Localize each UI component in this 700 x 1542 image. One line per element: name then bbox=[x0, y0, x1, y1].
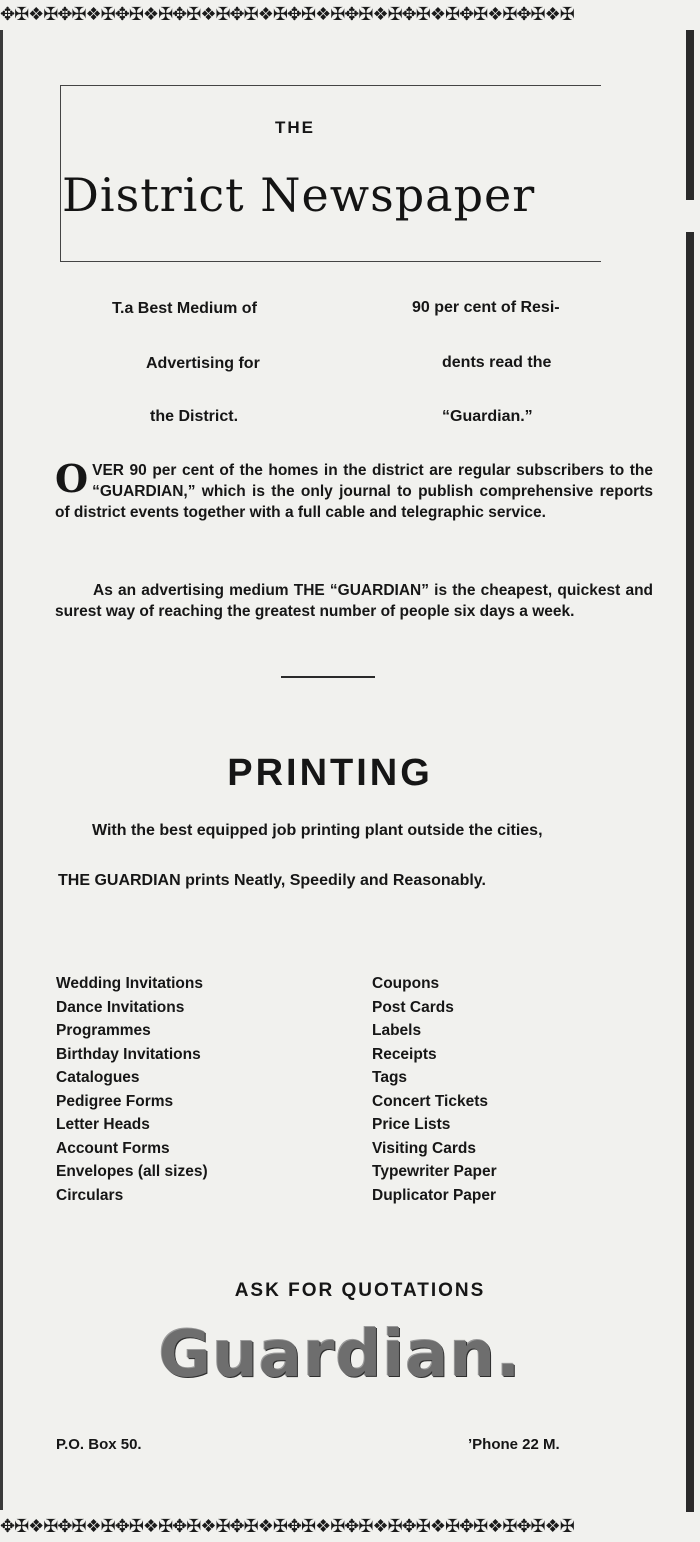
list-item: Birthday Invitations bbox=[56, 1045, 201, 1063]
list-item: Account Forms bbox=[56, 1139, 170, 1157]
left-column-line-1: T.a Best Medium of bbox=[112, 300, 257, 317]
list-item: Price Lists bbox=[372, 1116, 451, 1133]
right-column-line-1: 90 per cent of Resi- bbox=[412, 299, 560, 316]
top-ornament-border: ✥✠❖✠✥✠❖✠✥✠❖✠✥✠❖✠✥✠❖✠✥✠❖✠✥✠❖✠✥✠❖✠✥✠❖✠✥✠❖✠ bbox=[0, 4, 574, 25]
list-item: Coupons bbox=[372, 975, 440, 992]
right-rule-lower bbox=[686, 232, 694, 1512]
po-box: P.O. Box 50. bbox=[56, 1436, 142, 1453]
printing-intro-line-1: With the best equipped job printing plant outside the cities, bbox=[92, 822, 543, 839]
list-item: Circulars bbox=[56, 1186, 124, 1204]
list-item: Envelopes (all sizes) bbox=[56, 1163, 208, 1180]
right-rule-upper bbox=[686, 30, 694, 200]
list-item: Wedding Invitations bbox=[56, 975, 203, 992]
masthead-the: THE bbox=[275, 118, 315, 137]
ask-for-quotations: ASK FOR QUOTATIONS bbox=[234, 1280, 486, 1301]
printing-intro-line-2: THE GUARDIAN prints Neatly, Speedily and Reasonably. bbox=[58, 872, 486, 889]
list-item: Typewriter Paper bbox=[372, 1163, 497, 1180]
paragraph-advertising: As an advertising medium THE “GUARDIAN” is the cheapest, quickest and surest way of reaching the greatest number of people six days a week. bbox=[55, 582, 653, 620]
list-item: Catalogues bbox=[56, 1069, 140, 1086]
list-item: Duplicator Paper bbox=[372, 1186, 497, 1204]
printing-heading: PRINTING bbox=[227, 752, 433, 794]
paragraph-readership-text: VER 90 per cent of the homes in the district are regular subscribers to the “GUARDIAN,” which is the only journal to publish comprehensive reports of district events together with a full cable and telegraphic service. bbox=[55, 462, 653, 521]
list-item: Post Cards bbox=[372, 998, 454, 1016]
list-item: Visiting Cards bbox=[372, 1139, 476, 1157]
left-column-line-2: Advertising for bbox=[146, 355, 260, 372]
list-item: Letter Heads bbox=[56, 1116, 150, 1133]
left-column-line-3: the District. bbox=[150, 408, 239, 425]
phone-number: ’Phone 22 M. bbox=[468, 1436, 560, 1453]
list-item: Dance Invitations bbox=[56, 998, 185, 1016]
printing-items-left bbox=[56, 972, 208, 1207]
drop-cap: O bbox=[55, 456, 89, 501]
brand-logo-text: Guardian. bbox=[158, 1318, 522, 1392]
list-item: Receipts bbox=[372, 1045, 437, 1063]
paragraph-readership bbox=[55, 456, 653, 523]
right-column-line-3: “Guardian.” bbox=[442, 408, 533, 425]
list-item: Pedigree Forms bbox=[56, 1092, 174, 1110]
masthead-title: District Newspaper bbox=[62, 168, 536, 222]
list-item: Concert Tickets bbox=[372, 1092, 489, 1110]
right-column-line-2: dents read the bbox=[442, 354, 552, 371]
printing-items-right bbox=[372, 972, 497, 1207]
list-item: Tags bbox=[372, 1069, 408, 1086]
list-item: Labels bbox=[372, 1022, 422, 1039]
section-divider bbox=[281, 676, 375, 678]
bottom-ornament-border: ✥✠❖✠✥✠❖✠✥✠❖✠✥✠❖✠✥✠❖✠✥✠❖✠✥✠❖✠✥✠❖✠✥✠❖✠✥✠❖✠ bbox=[0, 1516, 574, 1537]
list-item: Programmes bbox=[56, 1022, 151, 1039]
